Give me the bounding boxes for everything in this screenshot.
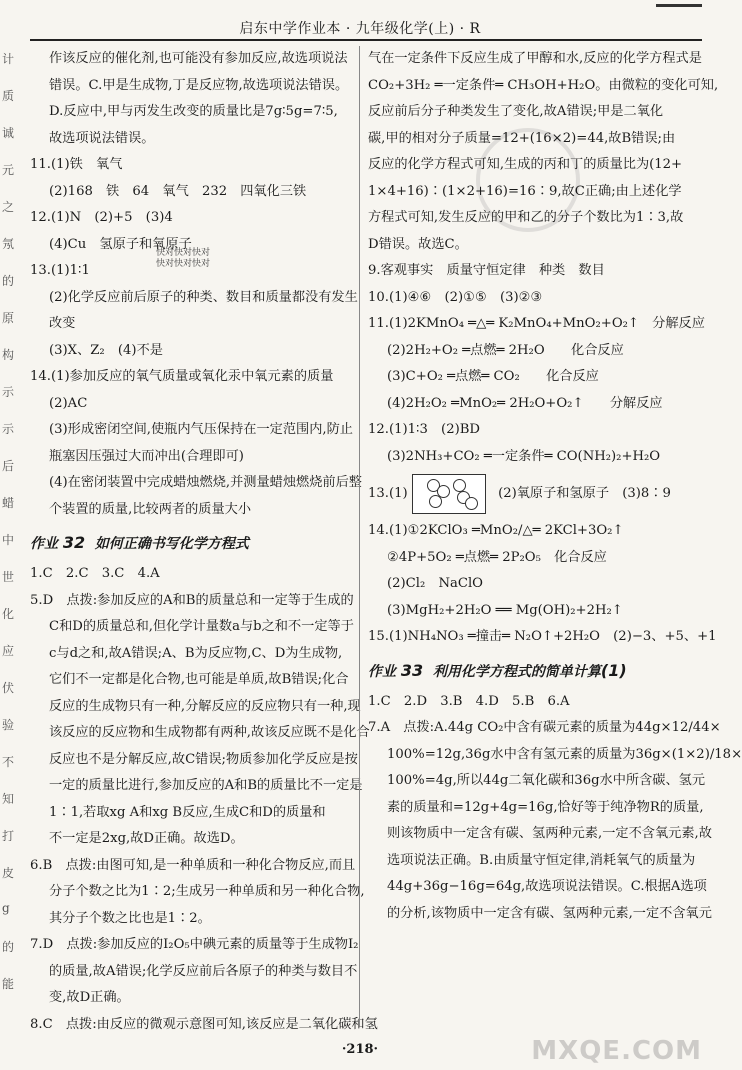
- text-line: 的质量,故A错误;化学反应前后各原子的种类与数目不: [49, 963, 358, 979]
- sticker-line: 快对快对快对: [156, 259, 211, 269]
- edge-char: 的: [2, 274, 15, 288]
- section-title: 如何正确书写化学方程式: [94, 536, 249, 552]
- text-line: 选项说法正确。B.由质量守恒定律,消耗氧气的质量为: [387, 852, 696, 868]
- molecule-diagram: [412, 474, 486, 514]
- answer-10: 10.(1)④⑥ (2)①⑤ (3)②③: [368, 289, 543, 305]
- answer-14-line: (3)形成密闭空间,使瓶内气压保持在一定范围内,防止: [49, 422, 353, 437]
- answer-14-line: 14.(1)参加反应的氧气质量或氧化汞中氧元素的质量: [30, 369, 334, 384]
- answer-12-line: (3)2NH₃+CO₂ ═一定条件═ CO(NH₂)₂+H₂O: [387, 448, 661, 464]
- section-number: 33: [400, 660, 424, 680]
- edge-char: 示: [2, 422, 15, 436]
- edge-char: 中: [2, 533, 15, 547]
- text-line: 反应前后分子种类发生了变化,故A错误;甲是二氧化: [368, 104, 664, 119]
- edge-char: 皮: [2, 866, 15, 880]
- section-title-tail: (1): [600, 660, 627, 680]
- section-33-answers: [368, 689, 742, 928]
- text-line: 反应的化学方程式可知,生成的丙和丁的质量比为(12+: [368, 157, 683, 172]
- text-line: 一定的质量比进行,参加反应的A和B的质量比不一定是: [49, 778, 363, 793]
- edge-char: 示: [2, 385, 15, 399]
- answer-14-line: (2)Cl₂ NaClO: [387, 576, 483, 591]
- answer-11-line: (4)2H₂O₂ ═MnO₂═ 2H₂O+O₂↑ 分解反应: [387, 395, 663, 411]
- answer-9: 9.客观事实 质量守恒定律 种类 数目: [368, 263, 605, 278]
- edge-char: 验: [2, 718, 15, 732]
- text-line: 1×4+16)∶(1×2+16)=16∶9,故C正确;由上述化学: [368, 183, 682, 199]
- answer-11-line: 11.(1)2KMnO₄ ═△═ K₂MnO₄+MnO₂+O₂↑ 分解反应: [368, 316, 705, 331]
- text-line: 5.D 点拨:参加反应的A和B的质量总和一定等于生成的: [30, 592, 354, 608]
- header-decoration: [656, 4, 702, 7]
- text-line: 方程式可知,发生反应的甲和乙的分子个数比为1∶3,故: [368, 210, 684, 225]
- text-line: 它们不一定都是化合物,也可能是单质,故B错误;化合: [49, 672, 349, 687]
- edge-char: 知: [2, 792, 15, 806]
- answer-14-line: (2)AC: [49, 395, 88, 411]
- text-line: 反应也不是分解反应,故C错误;物质参加化学反应是按: [49, 751, 358, 767]
- answer-14-line: (4)在密闭装置中完成蜡烛燃烧,并测量蜡烛燃烧前后整: [49, 475, 362, 490]
- section-heading-33: [368, 657, 704, 685]
- sticker-text: [156, 248, 210, 270]
- edge-char: 构: [2, 348, 15, 362]
- section-number: 32: [62, 533, 86, 552]
- answer-13-prefix: 13.(1): [368, 486, 408, 501]
- edge-char: 打: [2, 829, 15, 843]
- left-column: [30, 46, 378, 1038]
- text-line: CO₂+3H₂ ═一定条件═ CH₃OH+H₂O。由微粒的变化可知,: [368, 77, 719, 93]
- text-line: 故选项说法错误。: [49, 130, 155, 146]
- edge-char: 元: [2, 163, 15, 177]
- edge-char: 后: [2, 459, 15, 473]
- text-line: 44g+36g−16g=64g,故选项说法错误。C.根据A选项: [387, 879, 707, 894]
- section-label: 作业: [30, 536, 58, 552]
- answer-14-line: 瓶塞因压强过大而冲出(合理即可): [49, 448, 244, 464]
- section-title: 利用化学方程式的简单计算: [432, 663, 601, 680]
- molecule-icon: [429, 495, 442, 508]
- text-line: 7.D 点拨:参加反应的I₂O₅中碘元素的质量等于生成物I₂: [30, 937, 359, 952]
- text-line: c与d之和,故A错误;A、B为反应物,C、D为生成物,: [49, 645, 343, 661]
- answer-13-line: (3)X、Z₂ (4)不是: [49, 342, 163, 358]
- answer-11-line: (2)2H₂+O₂ ═点燃═ 2H₂O 化合反应: [387, 342, 624, 358]
- answer-13-rest: (2)氧原子和氢原子 (3)8∶9: [498, 486, 671, 501]
- answer-13-line: 13.(1)1∶1: [30, 263, 90, 278]
- edge-char: 能: [2, 977, 15, 991]
- page-number: ·218·: [341, 1042, 379, 1057]
- section-label: 作业: [368, 663, 396, 680]
- answer-14-line: 个装置的质量,比较两者的质量大小: [49, 501, 252, 517]
- text-line: 7.A 点拨:A.44g CO₂中含有碳元素的质量为44g×12/44×: [368, 720, 721, 735]
- text-line: 6.B 点拨:由图可知,是一种单质和一种化合物反应,而且: [30, 857, 356, 873]
- right-column: [368, 46, 742, 927]
- text-line: D错误。故选C。: [368, 236, 468, 252]
- edge-char: 原: [2, 311, 15, 325]
- page-title: 启东中学作业本 · 九年级化学(上) · R: [239, 21, 481, 37]
- edge-char: 诚: [2, 126, 15, 140]
- edge-char: 氖: [2, 237, 15, 251]
- text-line: 8.C 点拨:由反应的微观示意图可知,该反应是二氧化碳和氢: [30, 1016, 378, 1032]
- text-line: 分子个数之比为1∶2;生成另一种单质和另一种化合物,: [49, 884, 365, 899]
- answer-14-line: 14.(1)①2KClO₃ ═MnO₂/△═ 2KCl+3O₂↑: [368, 523, 624, 538]
- answer-11-line: (2)168 铁 64 氧气 232 四氧化三铁: [49, 183, 307, 199]
- text-line: 1∶1,若取xg A和xg B反应,生成C和D的质量和: [49, 804, 326, 820]
- edge-char: 伏: [2, 681, 15, 695]
- molecule-icon: [465, 497, 478, 510]
- answer-15: 15.(1)NH₄NO₃ ═撞击═ N₂O↑+2H₂O (2)−3、+5、+1: [368, 629, 717, 644]
- text-line: 碳,甲的相对分子质量=12+(16×2)=44,故B错误;由: [368, 130, 676, 146]
- edge-char: g: [2, 901, 10, 915]
- text-line: 不一定是2xg,故D正确。故选D。: [49, 831, 244, 846]
- text-line: 100%=12g,36g水中含有氢元素的质量为36g×(1×2)/18×: [387, 746, 742, 762]
- sticker-line: 快对快对快对: [156, 248, 211, 258]
- text-line: 作该反应的催化剂,也可能没有参加反应,故选项说法错误。C.甲是生成物,丁是反应物,故选项说法错误。: [49, 51, 349, 93]
- molecule-icon: [453, 479, 466, 492]
- header-rule: [30, 39, 702, 41]
- text-line: 变,故D正确。: [49, 990, 130, 1005]
- text-line: 其分子个数之比也是1∶2。: [49, 910, 211, 926]
- answer-11-line: (3)C+O₂ ═点燃═ CO₂ 化合反应: [387, 369, 599, 384]
- edge-char: 蜡: [2, 496, 15, 510]
- edge-char: 质: [2, 89, 15, 103]
- answer-13-line: [368, 470, 704, 518]
- answer-14-line: (3)MgH₂+2H₂O ══ Mg(OH)₂+2H₂↑: [387, 602, 623, 618]
- answer-13-line: (2)化学反应前后原子的种类、数目和质量都没有发生: [49, 289, 358, 305]
- text-line: 反应的生成物只有一种,分解反应的反应物只有一种,现: [49, 698, 361, 714]
- text-line: 1.C 2.D 3.B 4.D 5.B 6.A: [368, 693, 570, 709]
- answer-13-line: 改变: [49, 316, 76, 331]
- section-32-answers: [30, 561, 378, 1038]
- text-line: 1.C 2.C 3.C 4.A: [30, 566, 160, 581]
- text-line: C和D的质量总和,但化学计量数a与b之和不一定等于: [49, 619, 354, 634]
- right-top-text: [368, 46, 719, 258]
- page-header: [0, 0, 720, 40]
- column-divider: [359, 46, 360, 1026]
- edge-char: 世: [2, 570, 15, 584]
- edge-char: 应: [2, 644, 15, 658]
- edge-char: 不: [2, 755, 15, 769]
- edge-char: 化: [2, 607, 15, 621]
- text-line: 素的质量和=12g+4g=16g,恰好等于纯净物R的质量,: [387, 799, 704, 815]
- answer-12-line: 12.(1)N (2)+5 (3)4: [30, 210, 173, 225]
- text-line: 100%=4g,所以44g二氧化碳和36g水中所含碳、氢元: [387, 773, 706, 788]
- text-line: 该反应的反应物和生成物都有两种,故该反应既不是化合: [49, 725, 370, 740]
- text-line: 则该物质中一定含有碳、氢两种元素,一定不含氧元素,故: [387, 826, 712, 841]
- answer-12-line: (4)Cu 氢原子和氧原子: [49, 236, 192, 252]
- answer-12-line: 12.(1)1∶3 (2)BD: [368, 422, 480, 437]
- watermark: MXQE.COM: [531, 1036, 702, 1066]
- left-edge-cut-text: [0, 40, 16, 1030]
- answer-11-line: 11.(1)铁 氧气: [30, 157, 123, 172]
- text-line: 的分析,该物质中一定含有碳、氢两种元素,一定不含氧元: [387, 905, 712, 921]
- edge-char: 之: [2, 200, 15, 214]
- text-line: D.反应中,甲与丙发生改变的质量比是7g∶5g=7∶5,: [49, 104, 338, 119]
- answer-14-line: ②4P+5O₂ ═点燃═ 2P₂O₅ 化合反应: [387, 549, 607, 565]
- edge-char: 的: [2, 940, 15, 954]
- text-line: 气在一定条件下反应生成了甲醇和水,反应的化学方程式是: [368, 51, 702, 66]
- section-heading-32: [30, 529, 352, 557]
- edge-char: 计: [2, 52, 15, 66]
